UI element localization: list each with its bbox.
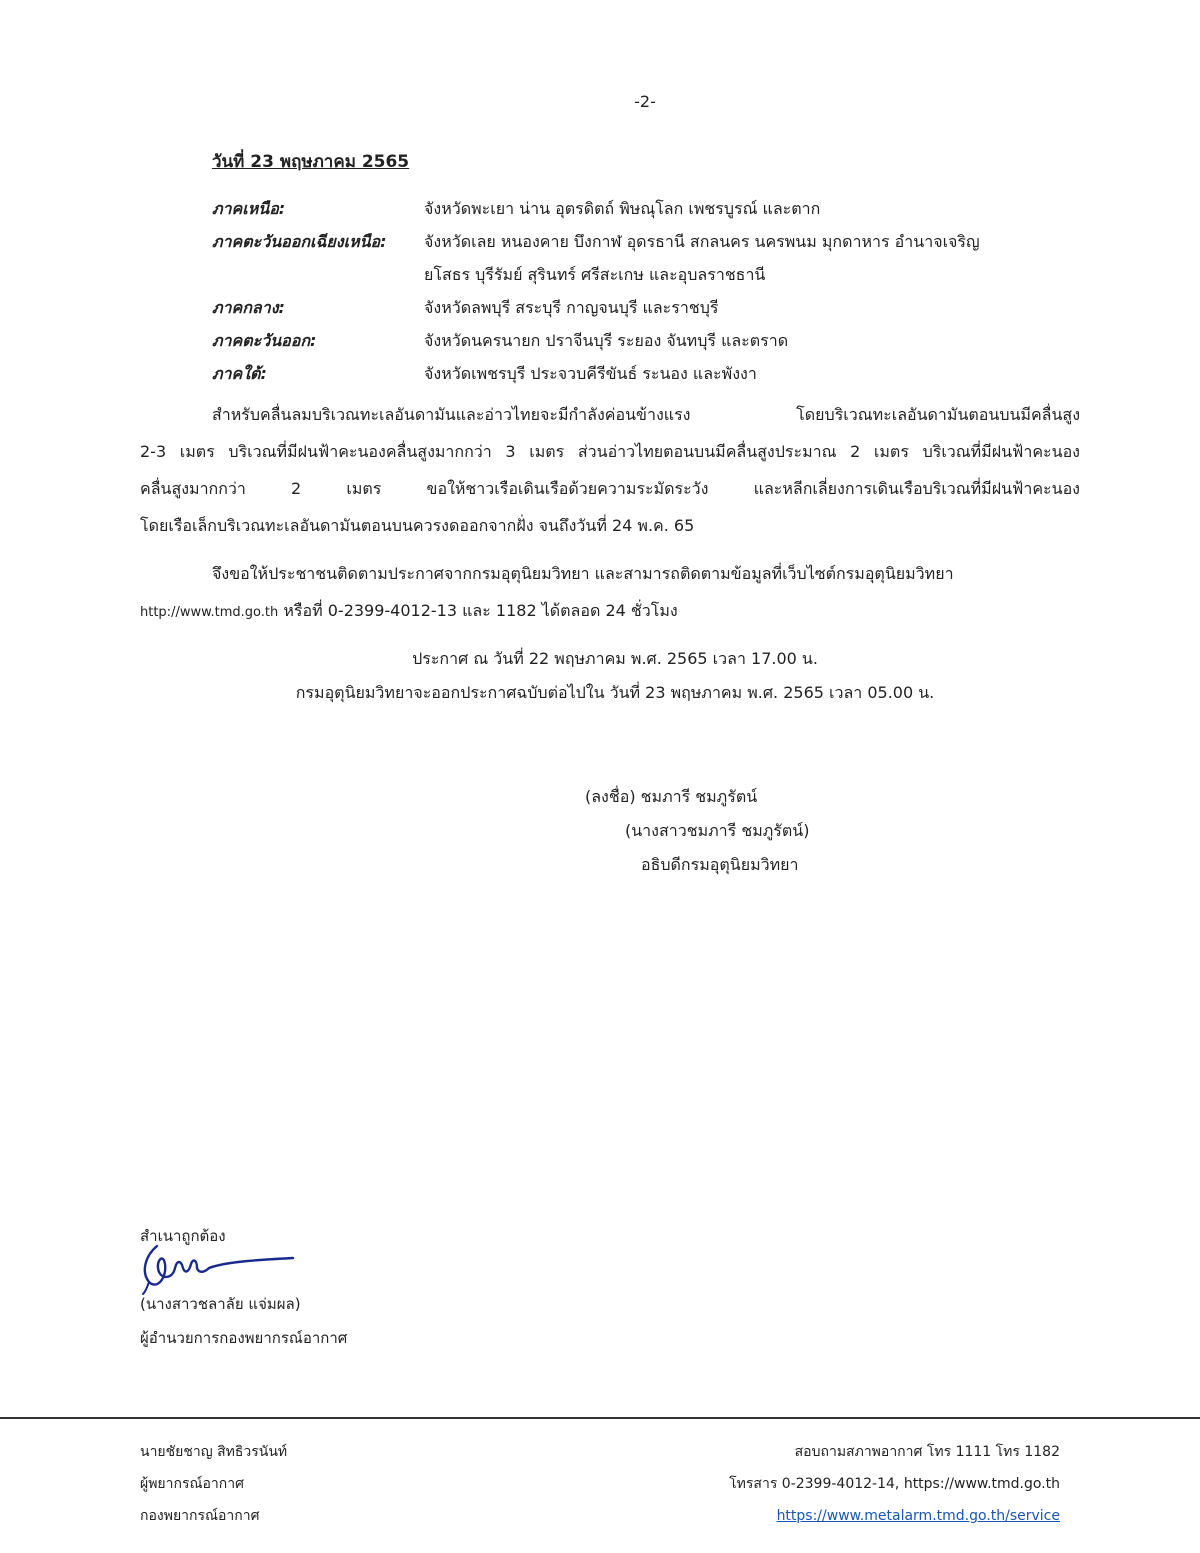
director-signature-block	[585, 780, 809, 882]
fax-and-website: โทรสาร 0-2399-4012-14, https://www.tmd.go.th	[729, 1476, 1060, 1492]
page-number: -2-	[634, 92, 656, 111]
region-name: ภาคใต้:	[212, 364, 267, 383]
region-provinces	[424, 225, 980, 291]
paragraph-line: สำหรับคลื่นลมบริเวณทะเลอันดามันและอ่าวไทยจะมีกำลังค่อนข้างแรง โดยบริเวณทะเลอันดามันตอนบนมีคลื่นสูง	[212, 405, 1080, 424]
region-row-northeast	[212, 225, 980, 291]
paragraph-line: โดยเรือเล็กบริเวณทะเลอันดามันตอนบนควรงดออกจากฝั่ง จนถึงวันที่ 24 พ.ค. 65	[140, 516, 695, 535]
forecaster-name: นายชัยชาญ สิทธิวรนันท์	[140, 1444, 288, 1460]
forecaster-division: กองพยากรณ์อากาศ	[140, 1508, 260, 1524]
region-provinces	[424, 357, 757, 390]
region-forecast-list	[212, 192, 980, 390]
region-name: ภาคตะวันออกเฉียงเหนือ:	[212, 232, 387, 251]
region-row-east	[212, 324, 980, 357]
region-row-north	[212, 192, 980, 225]
footer-divider	[0, 1417, 1200, 1419]
handwritten-signature	[135, 1238, 305, 1296]
footer-contact-info	[729, 1436, 1060, 1532]
contact-hotline-text: หรือที่ 0-2399-4012-13 และ 1182 ได้ตลอด 24 ชั่วโมง	[278, 601, 678, 620]
director-position: อธิบดีกรมอุตุนิยมวิทยา	[641, 855, 799, 874]
signed-name: (ลงชื่อ) ชมภารี ชมภูรัตน์	[585, 787, 758, 806]
metalarm-service-link[interactable]: https://www.metalarm.tmd.go.th/service	[776, 1508, 1060, 1524]
certifier-position: ผู้อำนวยการกองพยากรณ์อากาศ	[140, 1329, 348, 1347]
paragraph-line: คลื่นสูงมากกว่า 2 เมตร ขอให้ชาวเรือเดินเรือด้วยความระมัดระวัง และหลีกเลี่ยงการเดินเรือบริเวณที่มีฝนฟ้าคะนอง	[140, 479, 1080, 498]
region-provinces	[424, 192, 820, 225]
province-line: จังหวัดนครนายก ปราจีนบุรี ระยอง จันทบุรี และตราด	[424, 331, 789, 350]
announced-time: ประกาศ ณ วันที่ 22 พฤษภาคม พ.ศ. 2565 เวลา 17.00 น.	[412, 649, 818, 668]
region-provinces	[424, 324, 788, 357]
region-name: ภาคกลาง:	[212, 298, 285, 317]
paragraph-line: จึงขอให้ประชาชนติดตามประกาศจากกรมอุตุนิยมวิทยา และสามารถติดตามข้อมูลที่เว็บไซต์กรมอุตุนิยมวิทยา	[212, 564, 954, 583]
region-provinces	[424, 291, 718, 324]
paragraph-line	[140, 592, 1080, 631]
province-line: จังหวัดเลย หนองคาย บึงกาฬ อุดรธานี สกลนคร นครพนม มุกดาหาร อำนาจเจริญ	[424, 232, 980, 251]
province-line: จังหวัดลพบุรี สระบุรี กาญจนบุรี และราชบุรี	[424, 298, 719, 317]
province-line: จังหวัดพะเยา น่าน อุตรดิตถ์ พิษณุโลก เพชรบูรณ์ และตาก	[424, 199, 821, 218]
province-line: ยโสธร บุรีรัมย์ สุรินทร์ ศรีสะเกษ และอุบลราชธานี	[424, 265, 766, 284]
province-line: จังหวัดเพชรบุรี ประจวบคีรีขันธ์ ระนอง และพังงา	[424, 364, 757, 383]
region-row-south	[212, 357, 980, 390]
tmd-website-link[interactable]: http://www.tmd.go.th	[140, 605, 279, 620]
paragraph-line: 2-3 เมตร บริเวณที่มีฝนฟ้าคะนองคลื่นสูงมากกว่า 3 เมตร ส่วนอ่าวไทยตอนบนมีคลื่นสูงประมาณ 2 เมตร บริเวณที่มีฝนฟ้าคะนอง	[140, 442, 1080, 461]
forecaster-title: ผู้พยากรณ์อากาศ	[140, 1476, 244, 1492]
certifier-name: (นางสาวชลาลัย แจ่มผล)	[140, 1295, 301, 1313]
date-heading: วันที่ 23 พฤษภาคม 2565	[212, 152, 410, 172]
region-name: ภาคเหนือ:	[212, 199, 286, 218]
announcement-notice	[0, 642, 1200, 710]
footer-forecaster-info	[140, 1436, 287, 1532]
region-row-central	[212, 291, 980, 324]
follow-updates-paragraph	[140, 555, 1080, 631]
weather-inquiry-phone: สอบถามสภาพอากาศ โทร 1111 โทร 1182	[794, 1444, 1060, 1460]
region-name: ภาคตะวันออก:	[212, 331, 317, 350]
wave-warning-paragraph	[140, 396, 1080, 544]
director-full-name: (นางสาวชมภารี ชมภูรัตน์)	[625, 821, 810, 840]
next-announcement-time: กรมอุตุนิยมวิทยาจะออกประกาศฉบับต่อไปใน วันที่ 23 พฤษภาคม พ.ศ. 2565 เวลา 05.00 น.	[295, 683, 935, 702]
certified-copy-label: สำเนาถูกต้อง	[140, 1227, 226, 1245]
